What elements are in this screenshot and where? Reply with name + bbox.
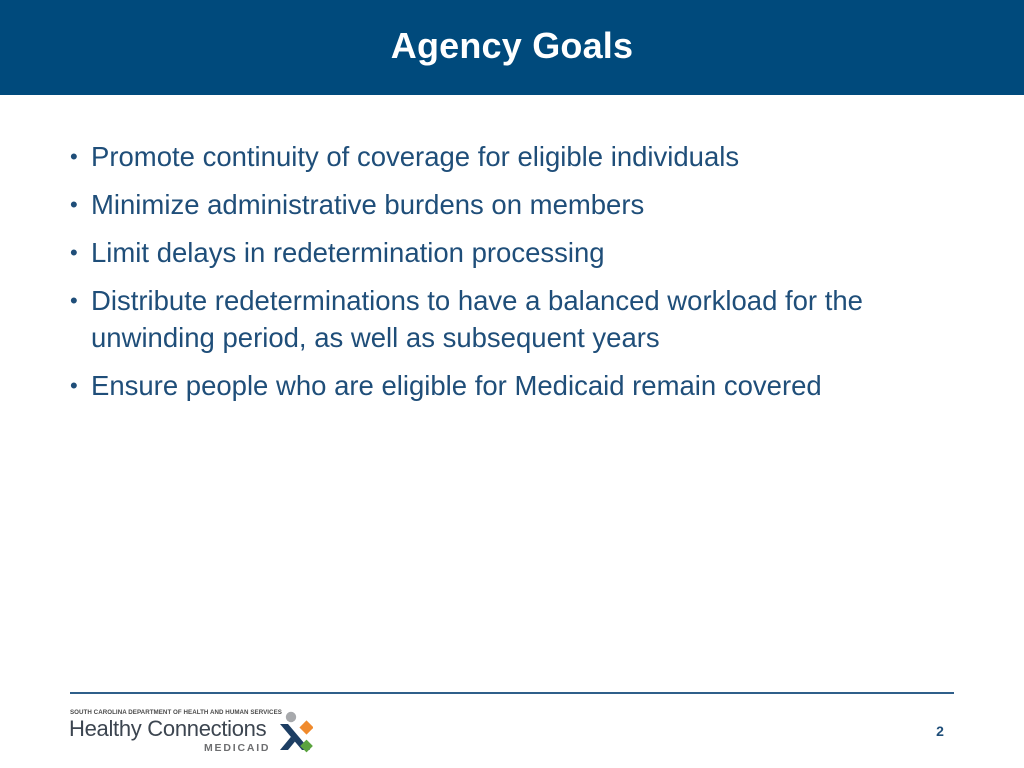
bullet-icon: • — [70, 288, 78, 313]
bullet-text: Minimize administrative burdens on members — [91, 189, 645, 220]
logo-name-text: Healthy Connections — [69, 716, 267, 741]
logo-department-text: SOUTH CAROLINA DEPARTMENT OF HEALTH AND HUMAN SERVICES — [70, 709, 282, 716]
bullet-item — [70, 367, 960, 404]
healthy-connections-logo — [69, 707, 314, 757]
bullet-text: Promote continuity of coverage for eligible individuals — [91, 141, 740, 172]
bullet-item — [70, 138, 960, 175]
bullet-text: Limit delays in redetermination processing — [91, 237, 605, 268]
healthy-connections-x-mark-icon — [277, 709, 313, 755]
bullet-item — [70, 234, 960, 271]
bullet-item — [70, 186, 960, 223]
footer-divider — [70, 692, 954, 694]
bullet-text: Ensure people who are eligible for Medicaid remain covered — [91, 370, 822, 401]
bullet-text: Distribute redeterminations to have a balanced workload for the unwinding period, as well as subsequent years — [91, 285, 879, 353]
bullet-icon: • — [70, 240, 78, 265]
page-number: 2 — [936, 723, 944, 739]
slide-title: Agency Goals — [390, 24, 634, 66]
bullet-item — [70, 282, 960, 356]
logo-subtitle-text: MEDICAID — [204, 742, 271, 754]
bullet-icon: • — [70, 144, 78, 169]
bullet-icon: • — [70, 373, 78, 398]
bullet-list — [70, 138, 960, 404]
bullet-icon: • — [70, 192, 78, 217]
slide-content — [70, 138, 960, 415]
title-bar — [0, 0, 1024, 95]
